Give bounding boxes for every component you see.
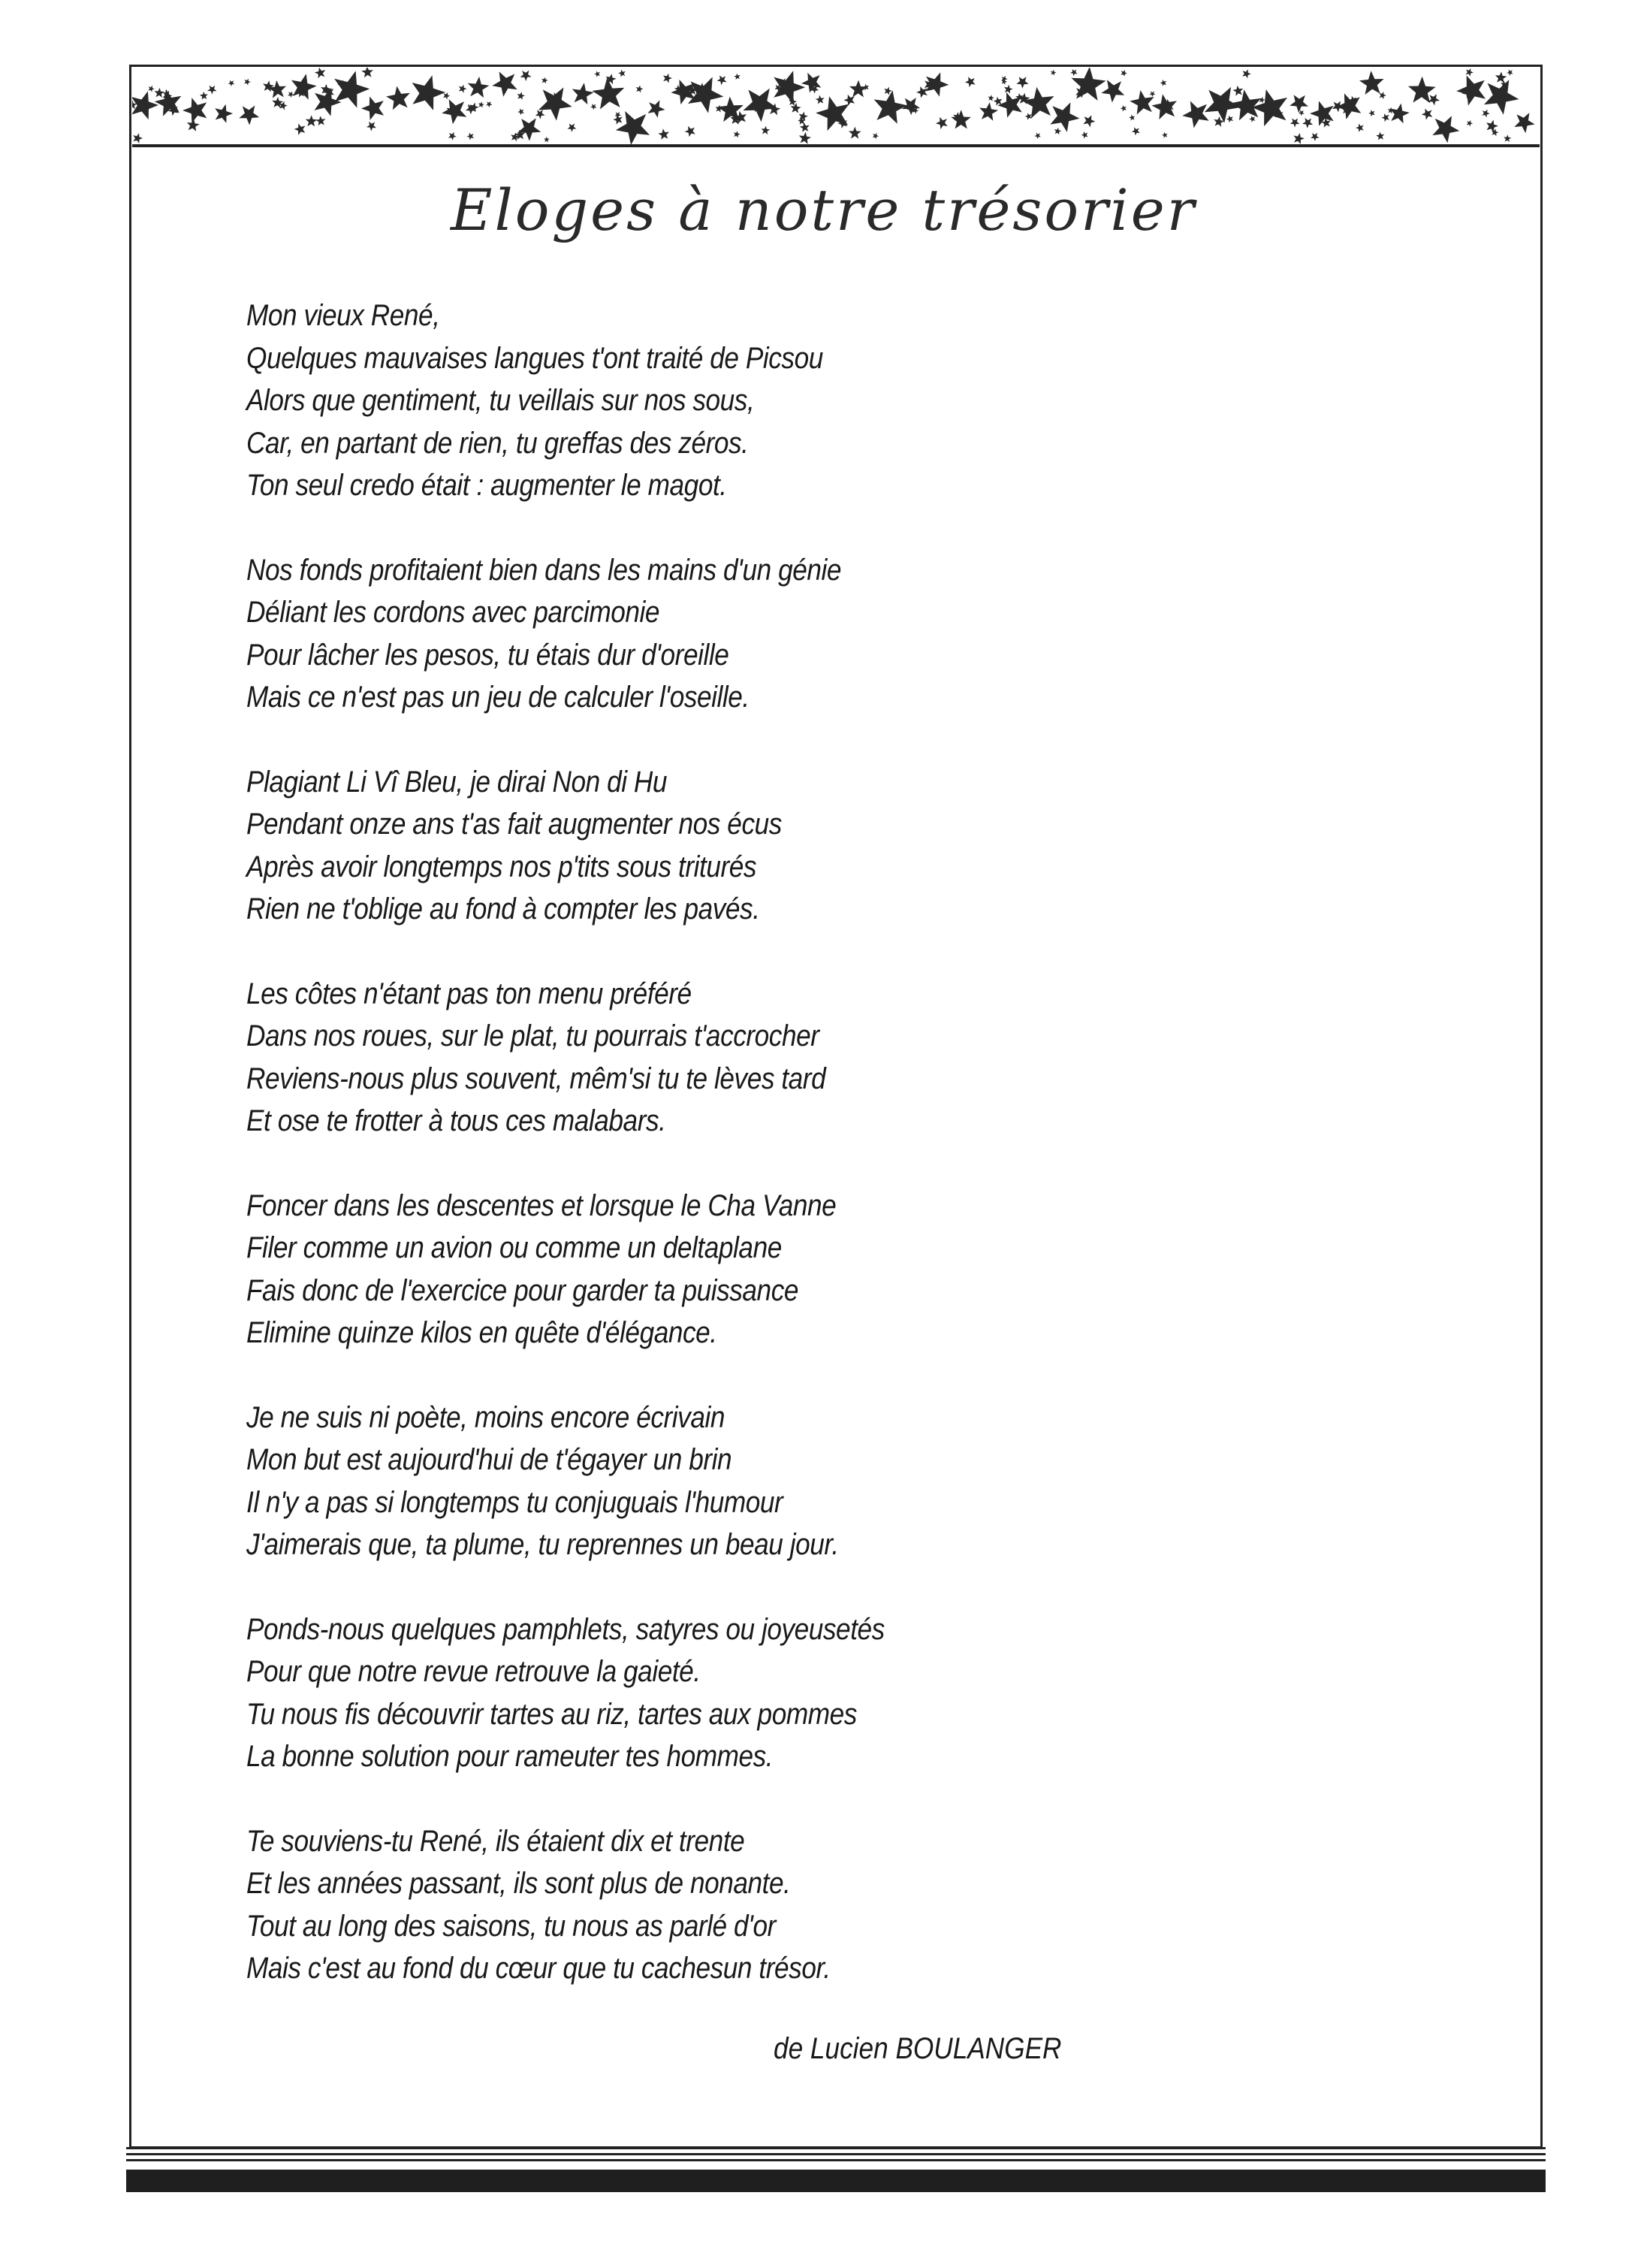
poem-line: Les côtes n'étant pas ton menu préféré — [246, 977, 692, 1010]
star-icon — [1495, 71, 1507, 83]
star-icon — [979, 102, 998, 121]
stanza — [246, 973, 1373, 1143]
poem-line: Tout au long des saisons, tu nous as parlé d'or — [246, 1909, 776, 1943]
star-icon — [288, 92, 294, 98]
star-icon — [1230, 89, 1261, 120]
star-icon — [1422, 108, 1433, 119]
star-icon — [492, 71, 517, 96]
star-icon — [306, 115, 318, 126]
star-icon — [1504, 134, 1511, 142]
star-icon — [636, 85, 644, 92]
poem-line: Et ose te frotter à tous ces malabars. — [246, 1104, 666, 1137]
star-icon — [1162, 132, 1168, 138]
star-icon — [1514, 113, 1534, 133]
star-icon — [734, 74, 740, 80]
star-icon — [1359, 71, 1384, 95]
star-icon — [520, 71, 532, 81]
star-icon — [1130, 90, 1154, 115]
star-icon — [743, 89, 777, 122]
star-icon — [1368, 110, 1375, 116]
footer-rule — [126, 2153, 1546, 2155]
star-icon — [1121, 70, 1127, 77]
poem-line: Filer comme un avion ou comme un deltaplane — [246, 1231, 782, 1264]
stars-band-icon — [132, 68, 1540, 147]
star-icon — [618, 70, 626, 77]
stanza — [246, 1820, 1373, 1990]
star-icon — [988, 95, 994, 101]
star-icon — [1160, 80, 1167, 86]
star-icon — [874, 90, 907, 124]
star-icon — [517, 108, 524, 115]
star-icon — [590, 104, 596, 110]
star-icon — [315, 68, 325, 78]
star-icon — [1381, 113, 1389, 122]
star-icon — [133, 133, 143, 143]
star-icon — [1101, 80, 1124, 102]
star-icon — [239, 106, 259, 125]
star-icon — [294, 123, 306, 134]
star-icon — [517, 92, 526, 100]
star-icon — [1259, 97, 1265, 103]
author-signature: de Lucien BOULANGER — [774, 2032, 1062, 2065]
star-icon — [228, 80, 235, 86]
star-icon — [1054, 128, 1062, 135]
star-icon — [1081, 131, 1088, 138]
star-icon — [568, 123, 577, 131]
page-title: Eloges à notre trésorier — [450, 177, 1197, 243]
star-icon — [965, 77, 976, 87]
star-icon — [799, 112, 808, 122]
stanza — [246, 294, 1373, 507]
footer-rule — [126, 2159, 1546, 2161]
star-icon — [1129, 114, 1135, 120]
star-icon — [592, 77, 624, 109]
poem-line: Ton seul credo était : augmenter le magot. — [246, 469, 727, 502]
poem-line: J'aimerais que, ta plume, tu reprennes un beau jour. — [246, 1528, 839, 1561]
star-icon — [1249, 116, 1255, 122]
star-icon — [467, 133, 475, 140]
poem-line: Je ne suis ni poète, moins encore écrivain — [246, 1400, 725, 1434]
star-icon — [799, 132, 811, 144]
star-icon — [716, 105, 723, 113]
poem-line: Rien ne t'oblige au fond à compter les pavés. — [246, 892, 760, 926]
star-icon — [1379, 92, 1386, 99]
poem-line: Dans nos roues, sur le plat, tu pourrais t'accrocher — [246, 1019, 819, 1052]
poem-line: Mais c'est au fond du cœur que tu cachesun trésor. — [246, 1952, 831, 1985]
poem-line: Mais ce n'est pas un jeu de calculer l'oseille. — [246, 681, 750, 714]
star-icon — [1356, 124, 1364, 132]
star-icon — [1242, 69, 1251, 78]
poem-line: Il n'y a pas si longtemps tu conjuguais l'humour — [246, 1485, 783, 1519]
star-icon — [1051, 70, 1057, 76]
poem-line: Fais donc de l'exercice pour garder ta puissance — [246, 1273, 798, 1307]
star-icon — [1050, 102, 1079, 132]
poem-line: Nos fonds profitaient bien dans les mains d'un génie — [246, 553, 841, 587]
star-icon — [717, 75, 727, 85]
poem-line: Ponds-nous quelques pamphlets, satyres ou joyeusetés — [246, 1612, 885, 1646]
star-icon — [1484, 80, 1519, 114]
star-icon — [791, 103, 801, 113]
star-icon — [1467, 120, 1473, 127]
star-icon — [658, 128, 669, 140]
star-icon — [849, 127, 861, 139]
star-icon — [1252, 89, 1288, 126]
star-icon — [1332, 101, 1344, 113]
stanza — [246, 1397, 1373, 1566]
star-icon — [1035, 133, 1041, 139]
star-icon — [486, 101, 492, 107]
star-icon — [459, 85, 467, 93]
poem-line: Car, en partant de rien, tu greffas des zéros. — [246, 426, 749, 460]
star-icon — [1428, 94, 1440, 105]
footer-bar — [126, 2170, 1546, 2192]
star-icon — [1121, 105, 1127, 112]
star-icon — [132, 91, 158, 119]
star-icon — [800, 122, 810, 132]
poem-line: Elimine quinze kilos en quête d'élégance. — [246, 1316, 717, 1349]
star-icon — [1376, 132, 1384, 140]
star-icon — [541, 77, 548, 84]
star-icon — [1482, 110, 1490, 118]
stanza — [246, 1608, 1373, 1778]
star-icon — [182, 98, 207, 123]
star-icon — [572, 83, 594, 104]
star-icon — [594, 71, 600, 77]
poem-line: Et les années passant, ils sont plus de nonante. — [246, 1867, 791, 1900]
star-icon — [648, 100, 665, 117]
poem-line: Quelques mauvaises langues t'ont traité de Picsou — [246, 341, 823, 375]
star-icon — [1070, 69, 1078, 76]
star-icon — [367, 122, 376, 131]
star-icon — [936, 117, 948, 129]
poem — [246, 294, 1373, 2032]
star-icon — [361, 68, 373, 77]
star-icon — [315, 116, 325, 125]
star-icon — [849, 80, 867, 98]
star-icon — [613, 115, 622, 125]
star-icon — [685, 126, 695, 137]
stanza — [246, 761, 1373, 931]
star-icon — [1486, 120, 1498, 132]
poem-line: Plagiant Li Vî Bleu, je dirai Non di Hu — [246, 765, 668, 799]
star-icon — [1150, 91, 1156, 96]
star-icon — [1311, 133, 1319, 141]
star-icon — [361, 96, 384, 120]
star-icon — [916, 86, 928, 98]
star-icon — [951, 110, 971, 128]
poem-line: Pour lâcher les pesos, tu étais dur d'oreille — [246, 638, 729, 672]
star-icon — [412, 75, 446, 110]
star-icon — [1390, 104, 1410, 124]
stanza — [246, 1185, 1373, 1354]
star-icon — [1388, 107, 1394, 113]
star-icon — [155, 88, 165, 98]
poem-line: Déliant les cordons avec parcimonie — [246, 596, 660, 629]
star-icon — [1182, 101, 1209, 128]
star-icon — [187, 119, 200, 131]
star-icon — [1466, 68, 1474, 77]
star-icon — [291, 74, 317, 100]
star-icon — [816, 95, 825, 104]
star-icon — [207, 86, 216, 95]
star-icon — [1016, 77, 1028, 89]
star-icon — [663, 74, 672, 83]
star-icon — [873, 133, 879, 139]
star-icon — [1132, 127, 1140, 135]
poem-line: La bonne solution pour rameuter tes hommes. — [246, 1740, 774, 1773]
star-icon — [1071, 68, 1106, 101]
star-icon — [443, 92, 450, 99]
star-icon — [1004, 85, 1013, 94]
star-icon — [1232, 86, 1243, 96]
poem-line: Après avoir longtemps nos p'tits sous triturés — [246, 850, 757, 883]
stanza — [246, 549, 1373, 719]
poem-line: Foncer dans les descentes et lorsque le Cha Vanne — [246, 1188, 837, 1222]
star-icon — [1290, 95, 1308, 113]
star-icon — [1226, 116, 1233, 123]
star-icon — [1083, 115, 1095, 127]
star-icon — [442, 99, 466, 124]
poem-line: Pour que notre revue retrouve la gaieté. — [246, 1655, 701, 1688]
star-icon — [1025, 113, 1032, 120]
star-icon — [244, 79, 251, 86]
star-icon — [268, 80, 286, 98]
star-icon — [1432, 116, 1459, 143]
star-icon — [1293, 133, 1304, 144]
poem-line: Te souviens-tu René, ils étaient dix et trente — [246, 1824, 745, 1858]
star-icon — [1290, 119, 1300, 128]
star-icon — [734, 131, 741, 137]
star-icon — [1022, 87, 1054, 119]
poem-line: Pendant onze ans t'as fait augmenter nos écus — [246, 808, 782, 841]
star-icon — [1507, 70, 1513, 76]
star-icon — [448, 132, 457, 140]
star-icon — [544, 137, 550, 142]
star-icon — [148, 86, 155, 92]
star-icon — [386, 86, 410, 110]
star-icon — [762, 126, 771, 135]
poem-line: Alors que gentiment, tu veillais sur nos sous, — [246, 384, 755, 417]
poem-line: Tu nous fis découvrir tartes au riz, tartes aux pommes — [246, 1697, 857, 1731]
star-icon — [478, 101, 484, 107]
star-icon — [535, 110, 545, 119]
poem-line: Mon vieux René, — [246, 299, 440, 332]
star-icon — [200, 92, 208, 100]
star-icon — [215, 104, 233, 123]
star-icon — [616, 111, 650, 144]
star-icon — [1302, 118, 1313, 128]
poem-line: Mon but est aujourd'hui de t'égayer un brin — [246, 1443, 732, 1476]
star-icon — [468, 77, 490, 98]
poem-line: Reviens-nous plus souvent, mêm'si tu te lèves tard — [246, 1062, 826, 1095]
footer-rule — [126, 2147, 1546, 2149]
